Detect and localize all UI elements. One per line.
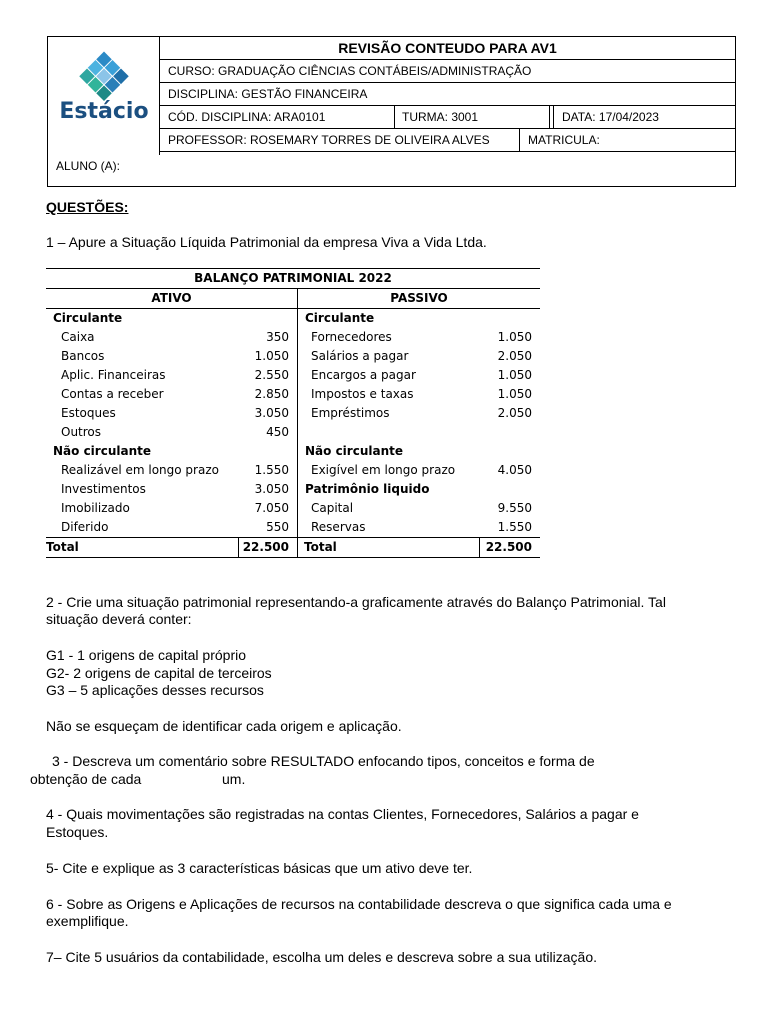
passivo-value (480, 480, 541, 499)
ativo-value: 1.550 (239, 461, 298, 480)
disciplina-text: DISCIPLINA: GESTÃO FINANCEIRA (168, 87, 368, 101)
balanco-table (46, 268, 540, 558)
balanco-row (46, 328, 540, 347)
balanco-row (46, 309, 540, 329)
ativo-value (239, 442, 298, 461)
professor-row (160, 129, 735, 152)
question-3-line1: 3 - Descreva um comentário sobre RESULTADO enfocando tipos, conceitos e forma de (52, 753, 595, 769)
divider (549, 106, 550, 128)
ativo-account: Circulante (53, 311, 123, 325)
passivo-account: Encargos a pagar (311, 368, 416, 382)
passivo-account: Fornecedores (311, 330, 392, 344)
data-text: DATA: 17/04/2023 (562, 110, 659, 124)
passivo-value: 1.050 (497, 330, 532, 344)
passivo-value: 2.050 (497, 406, 532, 420)
turma-text: TURMA: 3001 (402, 110, 479, 124)
header-title-row (160, 37, 735, 60)
question-2-line2: situação deverá conter: (46, 611, 192, 627)
balanco-row (46, 366, 540, 385)
balanco-row (46, 518, 540, 538)
logo-area (48, 37, 160, 155)
logo-text: Estácio (59, 99, 149, 124)
question-1: 1 – Apure a Situação Líquida Patrimonial da empresa Viva a Vida Ltda. (46, 234, 487, 250)
ativo-value: 3.050 (239, 404, 298, 423)
balanco-title-row (46, 269, 540, 289)
question-2-line1: 2 - Crie uma situação patrimonial representando-a graficamente através do Balanço Patrimonial. Tal (46, 594, 666, 610)
balanco-head-row (46, 289, 540, 309)
balanco-row (46, 461, 540, 480)
passivo-value (480, 442, 541, 461)
questoes-title: QUESTÕES: (46, 199, 129, 215)
ativo-account: Contas a receber (61, 387, 164, 401)
balanco-row (46, 404, 540, 423)
cod-disciplina-text: CÓD. DISCIPLINA: ARA0101 (168, 110, 326, 124)
ativo-account: Diferido (61, 520, 109, 534)
ativo-value: 1.050 (239, 347, 298, 366)
balanco-row (46, 423, 540, 442)
ativo-value: 550 (239, 518, 298, 538)
codigo-row (160, 106, 735, 129)
passivo-account: Salários a pagar (311, 349, 409, 363)
passivo-value: 1.050 (497, 368, 532, 382)
ativo-account: Outros (61, 425, 102, 439)
passivo-value: 9.550 (497, 501, 532, 515)
balanco-row (46, 480, 540, 499)
passivo-account: Circulante (305, 311, 375, 325)
g2-item: G2- 2 origens de capital de terceiros (46, 665, 272, 681)
passivo-account: Patrimônio liquido (305, 482, 430, 496)
passivo-account: Impostos e taxas (311, 387, 414, 401)
professor-text: PROFESSOR: ROSEMARY TORRES DE OLIVEIRA ALVES (168, 133, 490, 147)
question-5: 5- Cite e explique as 3 características básicas que um ativo deve ter. (46, 860, 473, 876)
g1-item: G1 - 1 origens de capital próprio (46, 647, 246, 663)
passivo-account (298, 423, 480, 442)
balanco-row (46, 499, 540, 518)
passivo-account: Reservas (311, 520, 366, 534)
question-6-line2: exemplifique. (46, 913, 129, 929)
passivo-value (480, 423, 541, 442)
question-3-line2: obtenção de cada (30, 771, 142, 787)
passivo-account: Exigível em longo prazo (311, 463, 456, 477)
aluno-label: ALUNO (A): (56, 159, 121, 173)
curso-row (160, 60, 735, 83)
ativo-value: 7.050 (239, 499, 298, 518)
note-text: Não se esqueçam de identificar cada origem e aplicação. (46, 718, 402, 734)
total-ativo-value: 22.500 (239, 538, 298, 558)
balanco-row (46, 385, 540, 404)
passivo-account: Empréstimos (311, 406, 390, 420)
question-4-line2: Estoques. (46, 824, 109, 840)
balanco-body (46, 309, 540, 538)
balanco-row (46, 442, 540, 461)
ativo-value: 2.550 (239, 366, 298, 385)
ativo-account: Estoques (61, 406, 116, 420)
question-3-line2b: um. (222, 771, 246, 787)
ativo-value: 450 (239, 423, 298, 442)
ativo-account: Imobilizado (61, 501, 130, 515)
passivo-value: 2.050 (497, 349, 532, 363)
disciplina-row (160, 83, 735, 106)
g3-item: G3 – 5 aplicações desses recursos (46, 682, 264, 698)
total-passivo-label: Total (298, 538, 480, 558)
total-row (46, 538, 540, 558)
passivo-value: 1.550 (497, 520, 532, 534)
question-4-line1: 4 - Quais movimentações são registradas na contas Clientes, Fornecedores, Salários a pagar e (46, 806, 639, 822)
ativo-value: 350 (239, 328, 298, 347)
passivo-value: 4.050 (497, 463, 532, 477)
question-7: 7– Cite 5 usuários da contabilidade, escolha um deles e descreva sobre a sua utilização. (46, 949, 597, 965)
passivo-account: Não circulante (305, 444, 403, 458)
ativo-account: Não circulante (53, 444, 151, 458)
passivo-account: Capital (311, 501, 354, 515)
balanco-title: BALANÇO PATRIMONIAL 2022 (46, 269, 540, 289)
question-6-line1: 6 - Sobre as Origens e Aplicações de recursos na contabilidade descreva o que significa cada uma e (46, 896, 672, 912)
ativo-header: ATIVO (46, 289, 298, 309)
passivo-value (480, 309, 541, 329)
total-ativo-label: Total (46, 538, 239, 558)
ativo-value: 2.850 (239, 385, 298, 404)
ativo-account: Investimentos (61, 482, 146, 496)
balanco-row (46, 347, 540, 366)
ativo-account: Aplic. Financeiras (61, 368, 166, 382)
ativo-account: Caixa (61, 330, 95, 344)
total-passivo-value: 22.500 (480, 538, 541, 558)
ativo-value (239, 309, 298, 329)
ativo-account: Bancos (61, 349, 105, 363)
page-title: REVISÃO CONTEUDO PARA AV1 (338, 40, 557, 56)
matricula-text: MATRICULA: (528, 133, 600, 147)
passivo-value: 1.050 (497, 387, 532, 401)
curso-text: CURSO: GRADUAÇÃO CIÊNCIAS CONTÁBEIS/ADMINISTRAÇÃO (168, 64, 532, 78)
ativo-account: Realizável em longo prazo (61, 463, 219, 477)
passivo-header: PASSIVO (298, 289, 541, 309)
ativo-value: 3.050 (239, 480, 298, 499)
header-box (47, 36, 736, 187)
